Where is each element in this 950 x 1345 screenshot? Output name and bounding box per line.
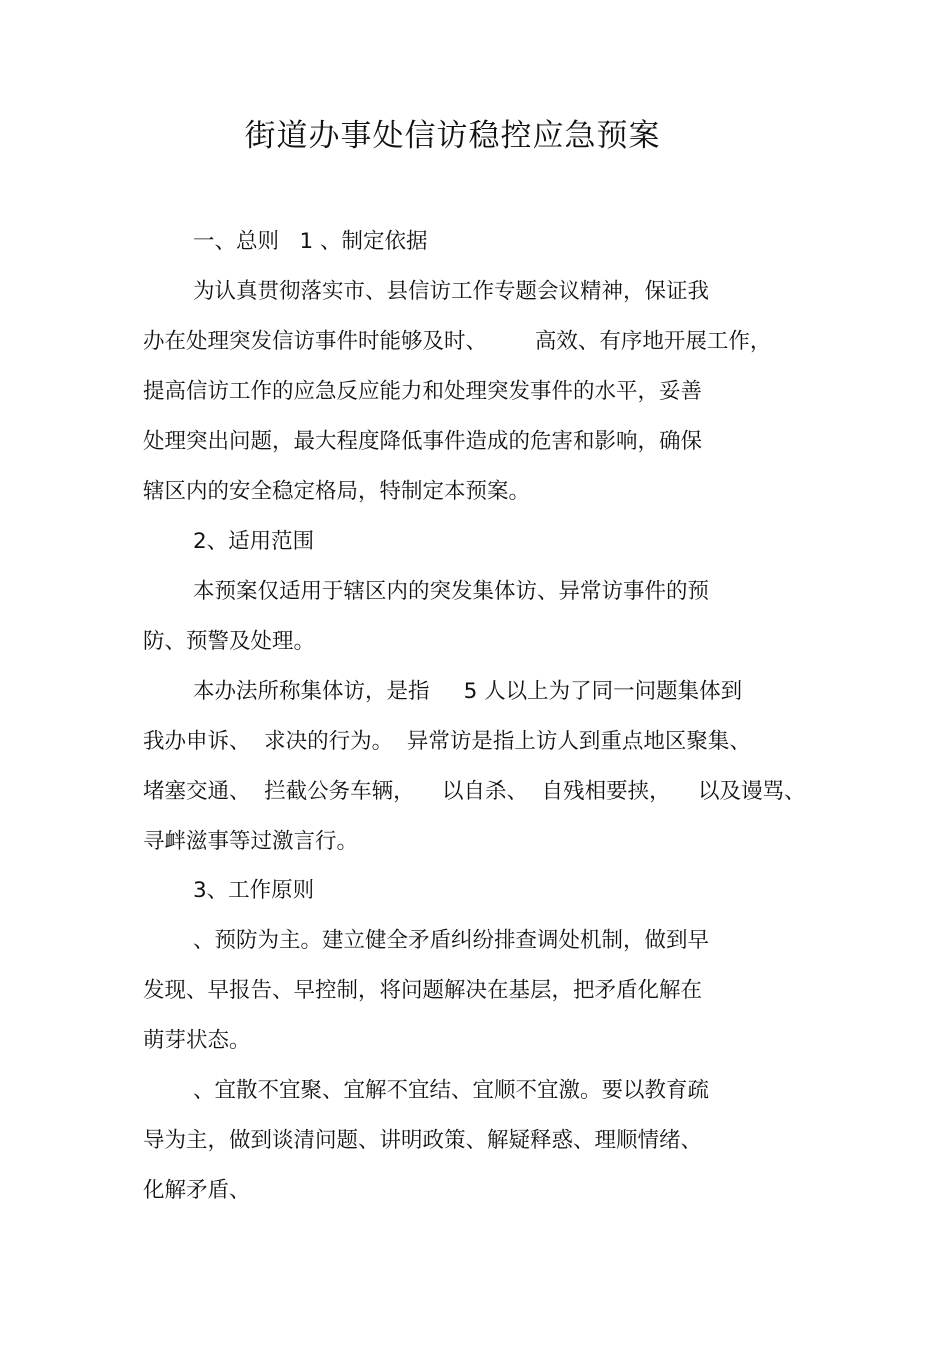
paragraph-line: 化解矛盾、: [143, 1178, 251, 1203]
paragraph-line: 萌芽状态。: [143, 1028, 251, 1053]
section-heading-principles: 3、工作原则: [193, 878, 315, 903]
section-heading-scope: 2、适用范围: [193, 529, 315, 554]
document-title: 街道办事处信访稳控应急预案: [244, 118, 661, 154]
paragraph-line: 寻衅滋事等过激言行。: [143, 829, 359, 854]
paragraph-line: 辖区内的安全稳定格局，特制定本预案。: [143, 479, 531, 504]
paragraph-line: 堵塞交通、 拦截公务车辆， 以自杀、 自残相要挟， 以及谩骂、: [143, 779, 806, 804]
paragraph-line: 本办法所称集体访，是指 5 人以上为了同一问题集体到: [193, 679, 743, 704]
paragraph-line: 导为主，做到谈清问题、讲明政策、解疑释惑、理顺情绪、: [143, 1128, 703, 1153]
paragraph-line: 我办申诉、 求决的行为。 异常访是指上访人到重点地区聚集、: [143, 729, 751, 754]
paragraph-line: 为认真贯彻落实市、县信访工作专题会议精神，保证我: [193, 279, 710, 304]
section-heading-general: 一、总则 1 、制定依据: [193, 229, 428, 254]
paragraph-line: 办在处理突发信访事件时能够及时、 高效、有序地开展工作，: [143, 329, 772, 354]
paragraph-line: 本预案仅适用于辖区内的突发集体访、异常访事件的预: [193, 579, 710, 604]
paragraph-line: 、预防为主。建立健全矛盾纠纷排查调处机制，做到早: [193, 928, 710, 953]
paragraph-line: 、宜散不宜聚、宜解不宜结、宜顺不宜激。要以教育疏: [193, 1078, 710, 1103]
paragraph-line: 发现、早报告、早控制，将问题解决在基层，把矛盾化解在: [143, 978, 703, 1003]
paragraph-line: 防、预警及处理。: [143, 629, 316, 654]
paragraph-line: 提高信访工作的应急反应能力和处理突发事件的水平，妥善: [143, 379, 703, 404]
paragraph-line: 处理突出问题，最大程度降低事件造成的危害和影响，确保: [143, 429, 703, 454]
